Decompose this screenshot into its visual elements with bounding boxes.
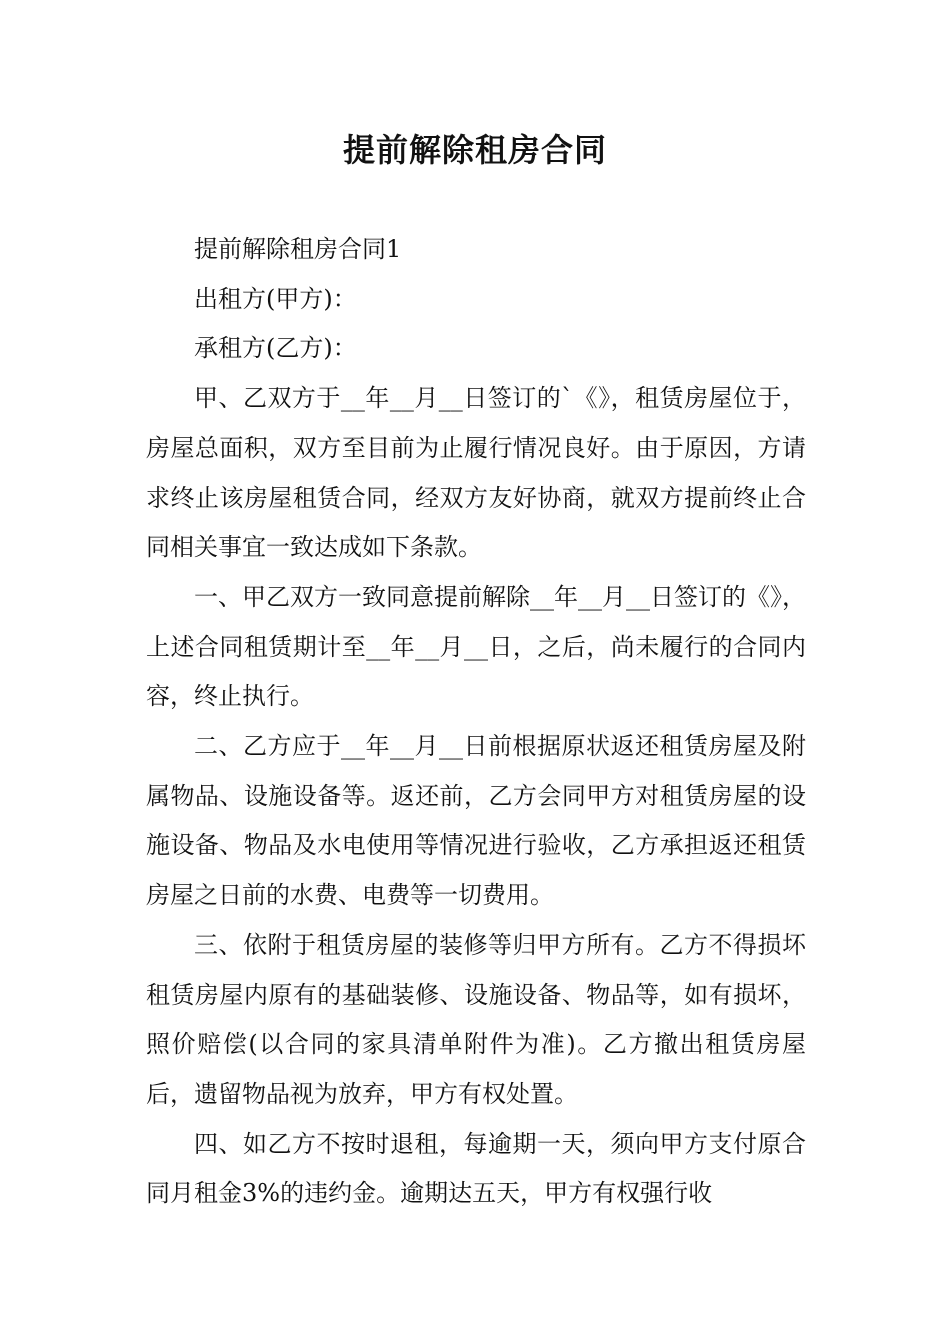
- intro-paragraph: 甲、乙双方于__年__月__日签订的`《》，租赁房屋位于，房屋总面积，双方至目前为止履行情况良好。由于原因，方请求终止该房屋租赁合同，经双方友好协商，就双方提前终止合同相关事宜一致达成如下条款。: [146, 384, 806, 562]
- clause-1: 一、甲乙双方一致同意提前解除__年__月__日签订的《》，上述合同租赁期计至__年__月__日，之后，尚未履行的合同内容，终止执行。: [146, 582, 806, 711]
- document-title: 提前解除租房合同: [342, 131, 607, 169]
- document-body: [146, 225, 806, 1219]
- clause-4: 四、如乙方不按时退租，每逾期一天，须向甲方支付原合同月租金3%的违约金。逾期达五天，甲方有权强行收: [146, 1129, 806, 1208]
- clause-3: 三、依附于租赁房屋的装修等归甲方所有。乙方不得损坏租赁房屋内原有的基础装修、设施设备、物品等，如有损坏，照价赔偿(以合同的家具清单附件为准)。乙方撤出租赁房屋后，遗留物品视为放弃，甲方有权处置。: [146, 930, 806, 1108]
- lessee-line: 承租方(乙方)：: [194, 334, 357, 363]
- lessor-line: 出租方(甲方)：: [194, 284, 357, 313]
- contract-heading: 提前解除租房合同1: [194, 235, 402, 263]
- clause-2: 二、乙方应于__年__月__日前根据原状返还租赁房屋及附属物品、设施设备等。返还前，乙方会同甲方对租赁房屋的设施设备、物品及水电使用等情况进行验收，乙方承担返还租赁房屋之日前的水费、电费等一切费用。: [146, 732, 806, 910]
